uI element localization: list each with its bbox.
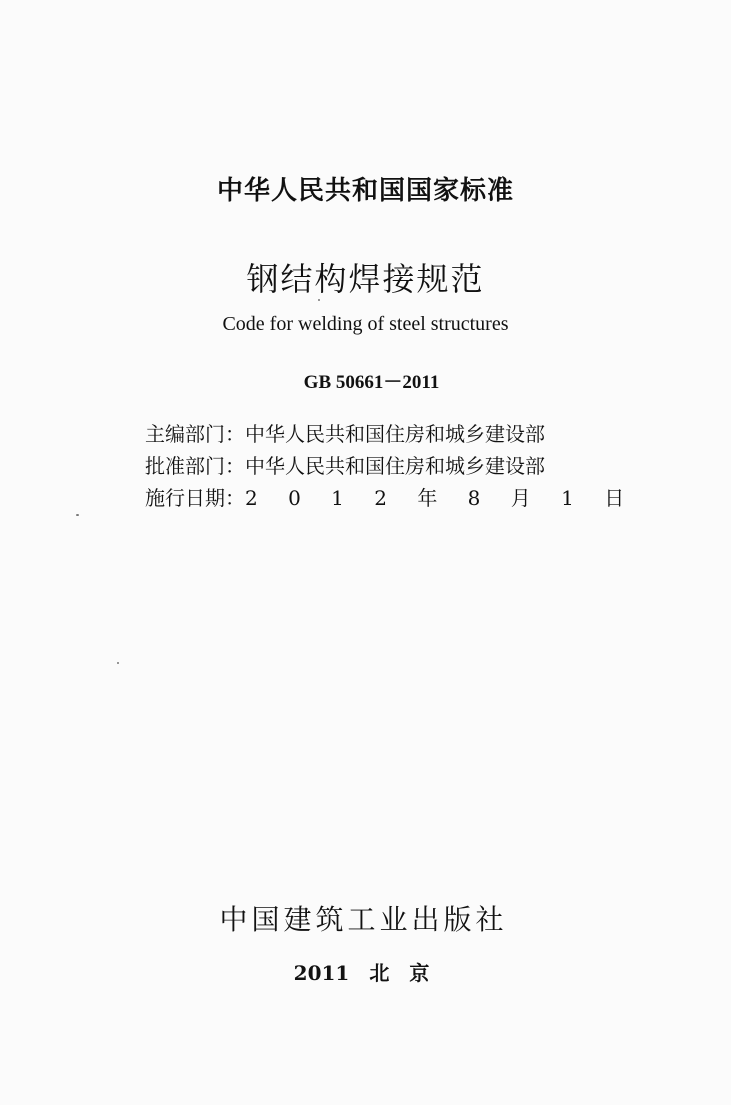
approval-department-label: 批准部门： bbox=[145, 454, 245, 478]
chief-department-value: 中华人民共和国住房和城乡建设部 bbox=[245, 422, 545, 446]
national-standard-heading: 中华人民共和国国家标准 bbox=[216, 176, 514, 206]
scan-speck bbox=[76, 514, 79, 516]
approval-department-row bbox=[145, 451, 545, 481]
standard-code: GB 50661－2011 bbox=[303, 372, 440, 393]
chief-department-label: 主编部门： bbox=[145, 422, 245, 446]
chief-department-row bbox=[145, 419, 545, 449]
publication-year-city: 2011 北 京 bbox=[293, 961, 430, 985]
scan-speck bbox=[117, 662, 119, 664]
approval-department-value: 中华人民共和国住房和城乡建设部 bbox=[245, 454, 545, 478]
scan-speck bbox=[318, 299, 320, 301]
effective-date-row bbox=[145, 483, 636, 513]
document-title-chinese: 钢结构焊接规范 bbox=[246, 260, 485, 298]
publisher-name: 中国建筑工业出版社 bbox=[219, 903, 508, 936]
document-title-english: Code for welding of steel structures bbox=[222, 313, 509, 335]
effective-date-label: 施行日期： bbox=[145, 486, 245, 510]
effective-date-value: 2 0 1 2 年 8 月 1 日 bbox=[245, 486, 637, 510]
